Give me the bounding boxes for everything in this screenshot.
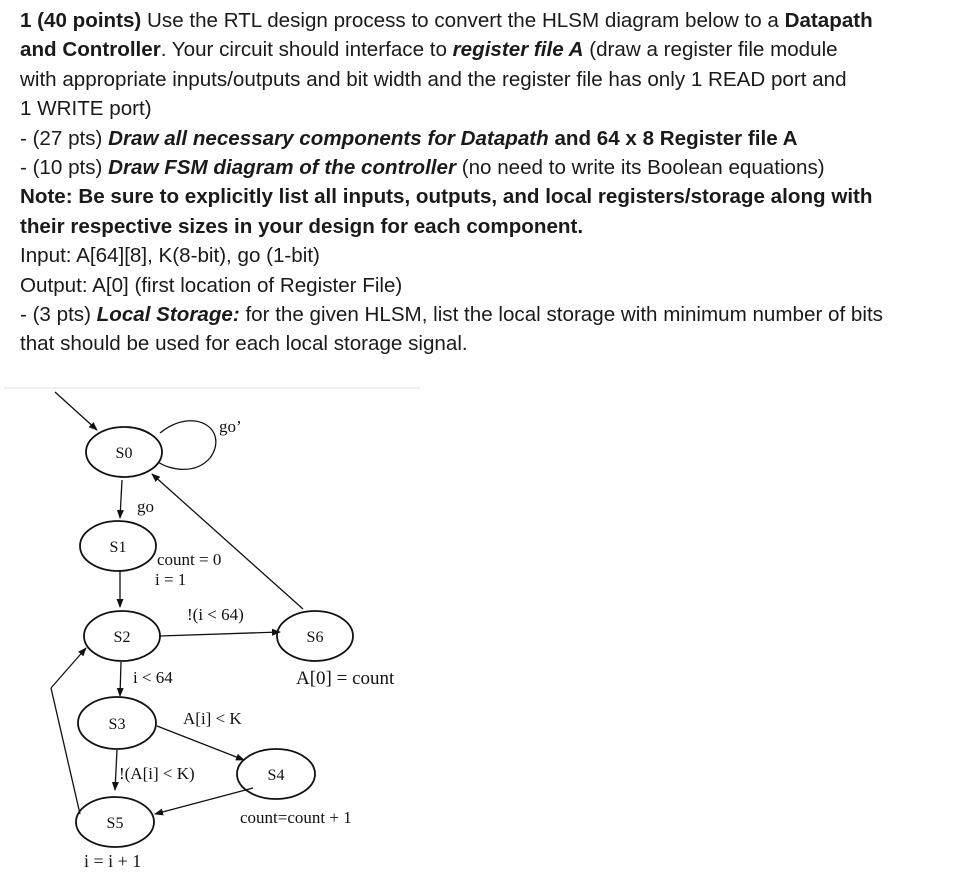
problem-statement (20, 6, 965, 359)
problem-line-3: with appropriate inputs/outputs and bit width and the register file has only 1 READ port and (20, 67, 847, 91)
problem-line-12: that should be used for each local storage signal. (20, 332, 468, 356)
arrow-s2-s6 (160, 632, 280, 636)
input-line: Input: A[64][8], K(8-bit), go (1-bit) (20, 244, 320, 268)
action-i-1: i = 1 (155, 570, 187, 589)
note-line-2: their respective sizes in your design for each component. (20, 214, 584, 238)
note-line-1: Note: Be sure to explicitly list all inputs, outputs, and local registers/storage along with (20, 185, 873, 209)
arrow-s2-s3 (120, 662, 121, 696)
action-count-inc: count=count + 1 (240, 808, 352, 827)
arrow-s5-s2-head (51, 648, 86, 688)
transition-i-lt-64: i < 64 (133, 668, 173, 687)
transition-ai-lt-k: A[i] < K (183, 709, 242, 728)
transition-go-prime: go’ (219, 417, 242, 436)
state-s0-label: S0 (115, 445, 133, 462)
state-s4-label: S4 (267, 767, 285, 784)
action-a0-count: A[0] = count (296, 668, 395, 689)
state-s3-label: S3 (108, 716, 126, 733)
datapath-task: - (27 pts) Draw all necessary components for Datapath and 64 x 8 Register file A (20, 126, 798, 150)
arrow-s0-s1 (120, 480, 122, 518)
transition-not-ai-lt-k: !(A[i] < K) (119, 764, 195, 783)
problem-heading: 1 (40 points) (20, 9, 142, 32)
output-line: Output: A[0] (first location of Register File) (20, 273, 403, 297)
arrow-s3-s5 (115, 750, 117, 790)
transition-go: go (137, 497, 154, 516)
problem-line-4: 1 WRITE port) (20, 97, 152, 121)
arrow-s5-s2 (51, 688, 80, 814)
transition-not-i-lt-64: !(i < 64) (187, 605, 244, 624)
state-s6-label: S6 (306, 629, 324, 646)
problem-line-1: 1 (40 points) Use the RTL design process to convert the HLSM diagram below to a Datapath (20, 9, 873, 32)
problem-line-2: and Controller. Your circuit should interface to register file A (draw a register file module (20, 38, 838, 62)
action-count-0: count = 0 (157, 550, 222, 569)
local-storage-task: - (3 pts) Local Storage: for the given HLSM, list the local storage with minimum number of bits (20, 303, 883, 327)
fsm-task: - (10 pts) Draw FSM diagram of the controller (no need to write its Boolean equations) (20, 156, 825, 180)
arrow-s3-s4 (157, 726, 244, 760)
entry-arrow (55, 392, 97, 430)
state-s1-label: S1 (109, 539, 127, 556)
state-s5-label: S5 (106, 815, 124, 832)
action-i-inc: i = i + 1 (84, 851, 142, 871)
hlsm-diagram (0, 386, 440, 886)
self-loop-s0 (158, 421, 216, 470)
state-s2-label: S2 (113, 629, 131, 646)
arrow-s4-s5 (155, 788, 253, 814)
